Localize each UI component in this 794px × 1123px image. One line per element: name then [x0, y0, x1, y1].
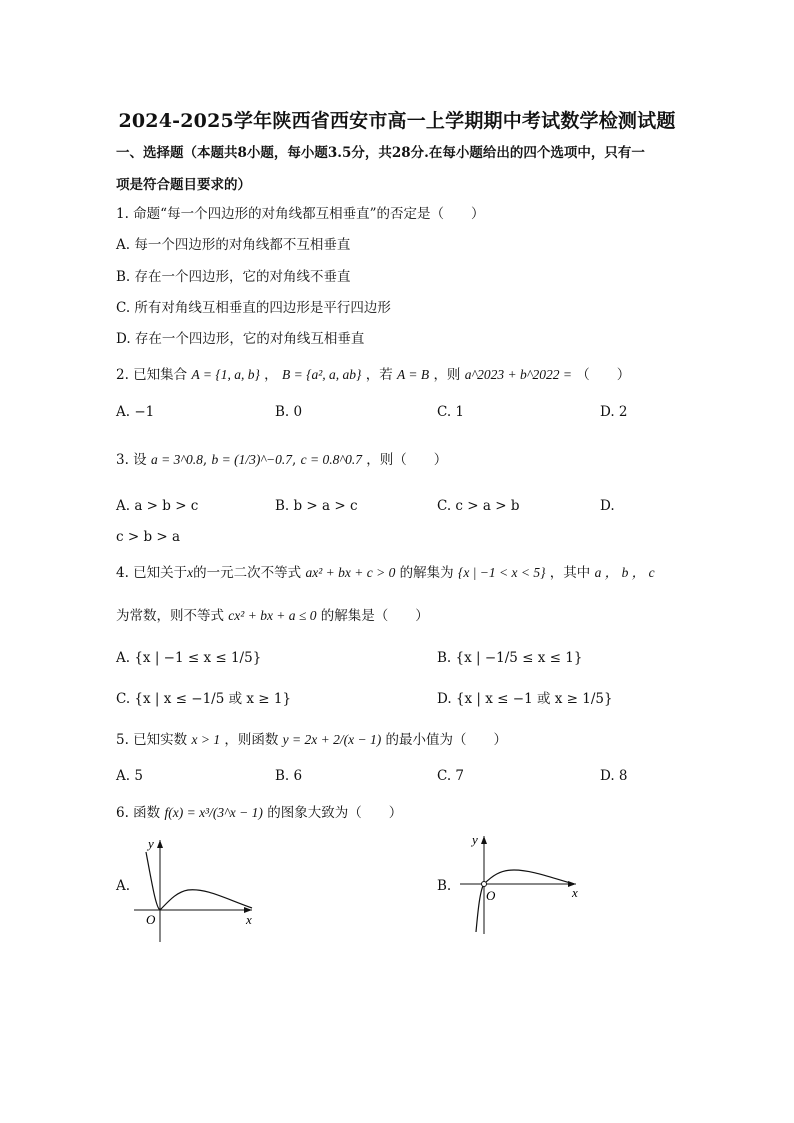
q3-b: b = (1/3)^−0.7 — [211, 452, 293, 467]
q1-option-c: C. 所有对角线互相垂直的四边形是平行四边形 — [116, 300, 391, 316]
q6-option-a-label: A. — [116, 878, 131, 894]
graph-b-y-arrow — [481, 836, 487, 844]
q4-inequality-2: cx² + bx + a ≤ 0 — [228, 608, 317, 623]
q2-option-d: D. 2 — [600, 404, 628, 420]
graph-b-x-label: x — [572, 885, 578, 900]
q3-suffix: ，则（ ） — [366, 452, 448, 468]
q6-graph-a — [128, 832, 268, 944]
q4-stem-line2 — [116, 606, 429, 626]
q4-text: 的解集是（ ） — [320, 608, 429, 624]
q1-stem: 1. 命题“每一个四边形的对角线都互相垂直”的否定是（ ） — [116, 206, 485, 222]
q3-a: a = 3^0.8 — [150, 452, 203, 467]
q4-text: 的解集为 — [399, 565, 454, 581]
q5-option-a: A. 5 — [116, 768, 143, 784]
q2-expression: a^2023 + b^2022 = — [464, 367, 572, 382]
q6-stem — [116, 803, 402, 823]
q4-text: 为常数，则不等式 — [116, 608, 224, 624]
q4-solution-set: {x | −1 < x < 5} — [457, 565, 546, 580]
q1-option-d: D. 存在一个四边形，它的对角线互相垂直 — [116, 331, 365, 347]
q6-function: f(x) = x³/(3^x − 1) — [164, 805, 263, 820]
q6-graph-b — [456, 830, 586, 936]
q5-option-b: B. 6 — [275, 768, 303, 784]
q5-text: 5. 已知实数 — [116, 732, 188, 748]
q2-mid: ，若 — [365, 367, 393, 383]
q3-option-d: D. — [600, 498, 615, 514]
q5-text: ，则函数 — [224, 732, 279, 748]
q4-option-c: C. {x | x ≤ −1/5 或 x ≥ 1} — [116, 691, 292, 707]
q3-option-b: B. b > a > c — [275, 498, 358, 514]
q2-option-c: C. 1 — [437, 404, 465, 420]
q4-text: 4. 已知关于 — [116, 565, 188, 581]
q3-c: c = 0.8^0.7 — [300, 452, 362, 467]
q5-text: 的最小值为（ ） — [385, 732, 508, 748]
q3-prefix: 3. 设 — [116, 452, 147, 468]
q3-stem: 3. 设 a = 3^0.8, b = (1/3)^−0.7, c = 0.8^0.7 ，则（ ） — [116, 452, 448, 468]
graph-a-origin-label: O — [146, 912, 156, 927]
graph-b-y-label: y — [472, 832, 478, 847]
q2-condition: A = B — [397, 367, 430, 382]
section-heading: 一、选择题（本题共8小题，每小题3.5分，共28分.在每小题给出的四个选项中，只有一 — [116, 145, 645, 161]
q4-option-d: D. {x | x ≤ −1 或 x ≥ 1/5} — [437, 691, 613, 707]
q3-option-d-content: c > b > a — [116, 529, 181, 545]
q4-stem-line1 — [116, 563, 655, 583]
page-title: 2024-2025学年陕西省西安市高一上学期期中考试数学检测试题 — [118, 110, 676, 132]
graph-a-x-label: x — [246, 912, 252, 927]
q4-variables: a ， b ， c — [594, 565, 655, 580]
graph-a-curve — [146, 852, 252, 910]
graph-b-hollow-point — [482, 882, 487, 887]
graph-a-y-arrow — [157, 840, 163, 848]
q4-var-x: x — [187, 565, 194, 580]
q2-set-a: A = {1, a, b} — [191, 367, 260, 382]
q1-option-a: A. 每一个四边形的对角线都不互相垂直 — [116, 237, 351, 253]
q3-option-a: A. a > b > c — [116, 498, 199, 514]
q6-text: 6. 函数 — [116, 805, 161, 821]
q5-condition: x > 1 — [191, 732, 221, 747]
q5-stem — [116, 730, 507, 750]
q4-text: 的一元二次不等式 — [193, 565, 302, 581]
graph-a-y-label: y — [148, 836, 154, 851]
q4-text: ，其中 — [549, 565, 591, 581]
q5-option-c: C. 7 — [437, 768, 465, 784]
q4-inequality: ax² + bx + c > 0 — [305, 565, 396, 580]
q5-function: y = 2x + 2/(x − 1) — [282, 732, 382, 747]
section-heading-cont: 项是符合题目要求的） — [116, 177, 251, 193]
graph-b-origin-label: O — [486, 888, 496, 903]
q4-option-b: B. {x | −1/5 ≤ x ≤ 1} — [437, 650, 583, 666]
q6-option-b-label: B. — [437, 878, 452, 894]
q5-option-d: D. 8 — [600, 768, 628, 784]
q3-option-c: C. c > a > b — [437, 498, 520, 514]
q2-option-a: A. −1 — [116, 404, 155, 420]
q1-option-b: B. 存在一个四边形，它的对角线不垂直 — [116, 269, 351, 285]
q2-blank: （ ） — [576, 367, 631, 383]
q2-stem: 2. 已知集合 A = {1, a, b} ， B = {a², a, ab} ，若 A = B ，则 a^2023 + b^2022 = （ ） — [116, 367, 631, 383]
q2-set-b: B = {a², a, ab} — [281, 367, 362, 382]
q2-prefix: 2. 已知集合 — [116, 367, 188, 383]
q4-option-a: A. {x | −1 ≤ x ≤ 1/5} — [116, 650, 262, 666]
q6-text: 的图象大致为（ ） — [267, 805, 403, 821]
q2-option-b: B. 0 — [275, 404, 303, 420]
q2-then: ，则 — [433, 367, 461, 383]
